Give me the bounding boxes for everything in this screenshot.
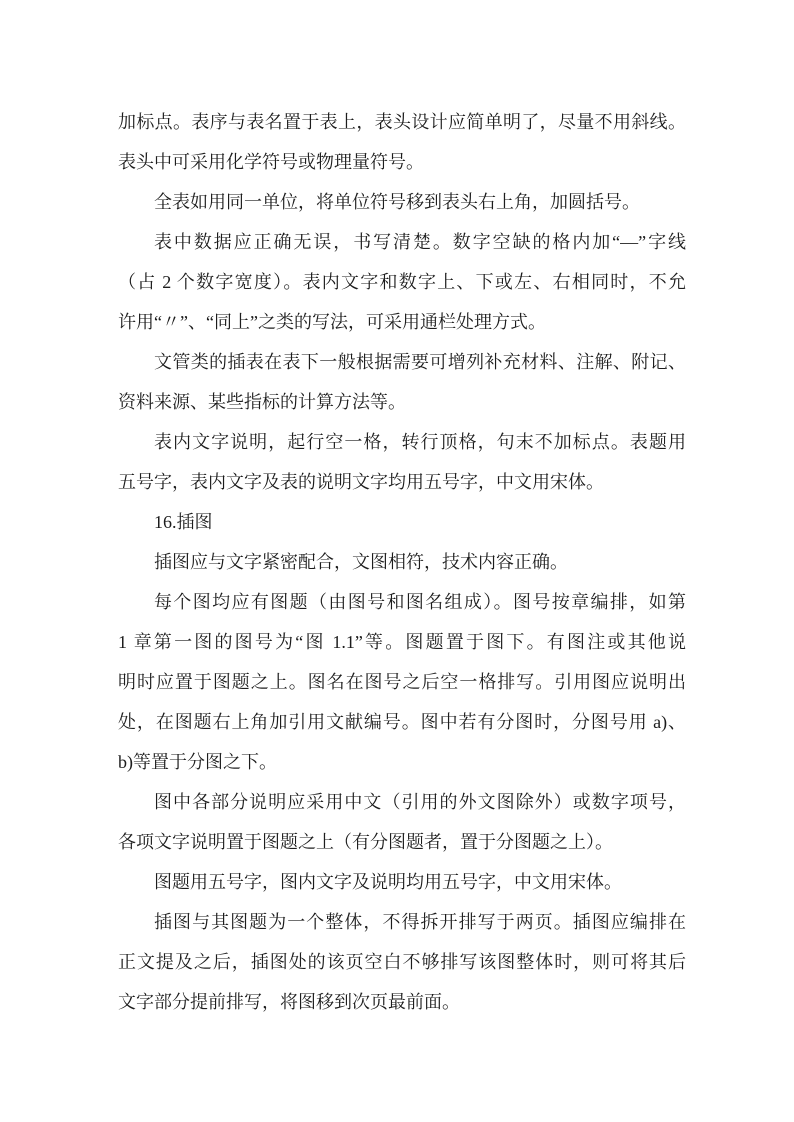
text-line: b)等置于分图之下。 [118, 752, 277, 772]
text-line: 图中各部分说明应采用中文（引用的外文图除外）或数字项号， [154, 792, 686, 812]
text-line: 插图与其图题为一个整体，不得拆开排写于两页。插图应编排在 [154, 912, 686, 932]
text-line: 加标点。表序与表名置于表上，表头设计应简单明了，尽量不用斜线。 [118, 112, 686, 132]
text-line: 图题用五号字，图内文字及说明均用五号字，中文用宋体。 [154, 872, 622, 892]
section-heading: 16.插图 [154, 512, 213, 532]
text-line: 表头中可采用化学符号或物理量符号。 [118, 152, 424, 172]
text-body [118, 102, 686, 1022]
text-line: 正文提及之后，插图处的该页空白不够排写该图整体时，则可将其后 [118, 952, 686, 972]
text-line: 资料来源、某些指标的计算方法等。 [118, 392, 406, 412]
text-line: 1 章第一图的图号为“图 1.1”等。图题置于图下。有图注或其他说 [118, 632, 686, 652]
text-line: 处，在图题右上角加引用文献编号。图中若有分图时，分图号用 a)、 [118, 712, 686, 732]
text-line: 许用“〃”、“同上”之类的写法，可采用通栏处理方式。 [118, 312, 546, 332]
text-line: 表内文字说明，起行空一格，转行顶格，句末不加标点。表题用 [154, 432, 686, 452]
text-line: 插图应与文字紧密配合，文图相符，技术内容正确。 [154, 552, 568, 572]
text-line: 明时应置于图题之上。图名在图号之后空一格排写。引用图应说明出 [118, 672, 686, 692]
text-line: 各项文字说明置于图题之上（有分图题者，置于分图题之上）。 [118, 832, 613, 852]
text-line: 文管类的插表在表下一般根据需要可增列补充材料、注解、附记、 [154, 352, 686, 372]
text-line: 五号字，表内文字及表的说明文字均用五号字，中文用宋体。 [118, 472, 604, 492]
text-line: 表中数据应正确无误，书写清楚。数字空缺的格内加“—”字线 [154, 232, 686, 252]
text-line: 全表如用同一单位，将单位符号移到表头右上角，加圆括号。 [154, 192, 640, 212]
text-line: （占 2 个数字宽度）。表内文字和数字上、下或左、右相同时，不允 [118, 272, 686, 292]
text-line: 文字部分提前排写，将图移到次页最前面。 [118, 992, 460, 1012]
text-line: 每个图均应有图题（由图号和图名组成）。图号按章编排，如第 [154, 592, 686, 612]
